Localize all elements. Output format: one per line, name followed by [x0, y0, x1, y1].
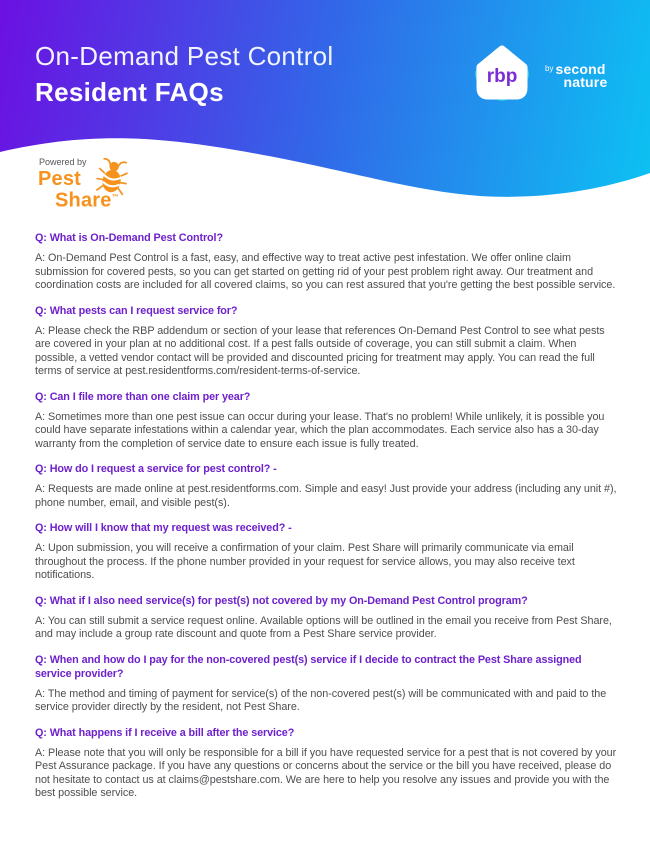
faq-question: Q: What happens if I receive a bill after the service? — [35, 726, 295, 739]
pestshare-logo — [38, 157, 158, 219]
second-nature-wordmark — [545, 63, 607, 89]
rbp-second-nature-logo — [466, 38, 607, 110]
faq-answer: A: On-Demand Pest Control is a fast, easy, and effective way to treat active pest infestation. We offer online claim submission for covered pests, so you can get started on getting rid of your pest problem right away. Our treatment and coordination costs are included for all covered claims, so you can rest assured that you're getting the best possible service. — [35, 252, 616, 291]
faq-question: Q: How will I know that my request was received? - — [35, 522, 292, 534]
powered-by-label: Powered by — [39, 157, 87, 167]
faq-item-3 — [35, 390, 617, 452]
faq-answer: A: Sometimes more than one pest issue can occur during your lease. That's no problem! While unlikely, it is possible you could have separate infestations within a calendar year, which the plan accommodates. Each service also has a 30-day warranty from the completion of service date to ensure each issue is fully treated. — [35, 410, 605, 450]
byline-nature: nature — [563, 74, 608, 90]
rbp-wordmark: rbp — [486, 66, 518, 87]
byline-by: by — [545, 64, 554, 73]
faq-question: Q: Can I file more than one claim per year? — [35, 390, 251, 403]
title-line-1: On-Demand Pest Control — [35, 41, 334, 71]
pestshare-share-text: Share — [55, 189, 112, 212]
faq-item-2 — [35, 304, 617, 379]
faq-answer: A: You can still submit a service request online. Available options will be outlined in the email you receive from Pest Share, and may include a group rate discount and quote from a Pest Share service provider. — [35, 614, 612, 640]
page-title — [35, 38, 334, 110]
faq-item-8 — [35, 726, 617, 801]
faq-question: Q: What is On-Demand Pest Control? — [35, 232, 223, 244]
faq-item-5 — [35, 521, 617, 583]
faq-question: Q: What if I also need service(s) for pest(s) not covered by my On-Demand Pest Control program? — [35, 594, 528, 607]
title-line-2: Resident FAQs — [35, 77, 224, 107]
faq-list — [35, 231, 617, 812]
faq-question: Q: What pests can I request service for? — [35, 304, 238, 317]
faq-question: Q: How do I request a service for pest control? - — [35, 463, 277, 475]
trademark-symbol: ™ — [111, 194, 119, 201]
faq-item-6 — [35, 594, 617, 642]
faq-answer: A: Please note that you will only be responsible for a bill if you have requested service for a pest that is not covered by your Pest Assurance package. If you have any questions or concerns about the service or the bill you have received, please do not hesitate to contact us at claims@pestshare.com. We are here to help you resolve any issues and provide you with the best possible service. — [35, 746, 617, 799]
faq-answer: A: Upon submission, you will receive a confirmation of your claim. Pest Share will primarily communicate via email throughout the process. If the phone number provided in your request for service allows, you may also receive text notifications. — [35, 542, 575, 581]
faq-answer: A: Requests are made online at pest.residentforms.com. Simple and easy! Just provide your address (including any unit #), phone number, email, and visible pest(s). — [35, 483, 617, 509]
faq-answer: A: Please check the RBP addendum or section of your lease that references On-Demand Pest Control to see what pests are covered in your plan at no additional cost. If a pest falls outside of coverage, you can still submit a claim. When possible, a vetted vendor contact will be provided and discounted pricing for treatment may apply. You can read the full terms of service at pest.residentforms.com/resident-terms-of-service. — [35, 324, 605, 377]
faq-item-4 — [35, 462, 617, 510]
rbp-house-icon — [466, 38, 538, 110]
faq-question: Q: When and how do I pay for the non-covered pest(s) service if I decide to contract the Pest Share assigned service provider? — [35, 653, 582, 680]
faq-item-1 — [35, 231, 617, 293]
pestshare-word-pest: Pest — [38, 168, 82, 190]
faq-item-7 — [35, 653, 617, 715]
faq-answer: A: The method and timing of payment for service(s) of the non-covered pest(s) will be communicated with and paid to the service provider directly by the resident, not Pest Share. — [35, 687, 607, 713]
byline-second: second — [555, 61, 606, 77]
